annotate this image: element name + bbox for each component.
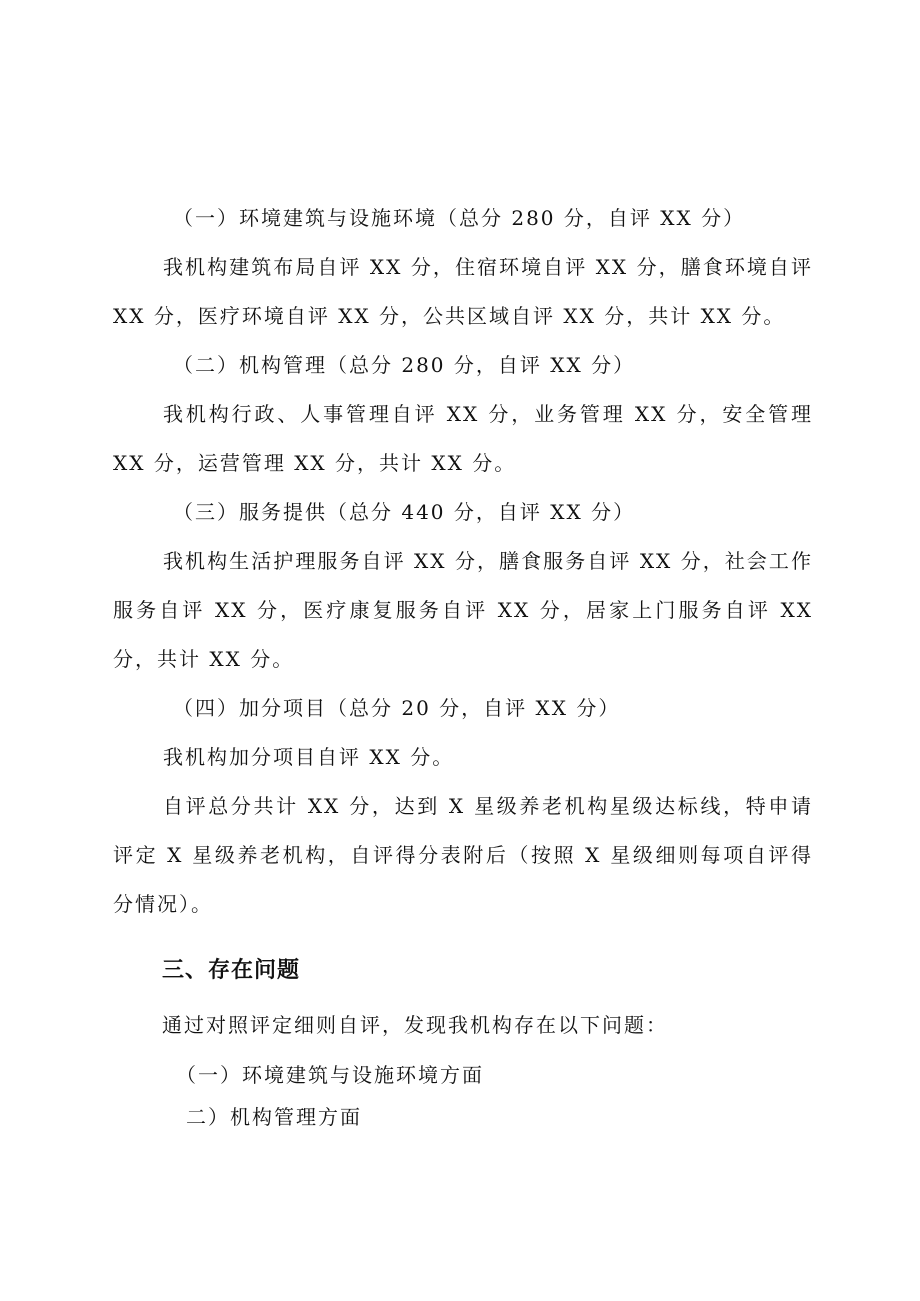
section-1-body: 我机构建筑布局自评 XX 分，住宿环境自评 XX 分，膳食环境自评 XX 分，医疗环境自评 XX 分，公共区域自评 XX 分，共计 XX 分。 [113, 255, 813, 328]
section-2-body: 我机构行政、人事管理自评 XX 分，业务管理 XX 分，安全管理 XX 分，运营管理 XX 分，共计 XX 分。 [113, 402, 813, 475]
summary-paragraph: 自评总分共计 XX 分，达到 X 星级养老机构星级达标线，特申请评定 X 星级养老机构，自评得分表附后（按照 X 星级细则每项自评得分情况）。 [113, 794, 813, 916]
section-2-heading: （二）机构管理（总分 280 分，自评 XX 分） [173, 353, 636, 377]
section-1-heading: （一）环境建筑与设施环境（总分 280 分，自评 XX 分） [173, 206, 746, 230]
problem-item-1: （一）环境建筑与设施环境方面 [176, 1063, 484, 1087]
problem-item-2: 二）机构管理方面 [186, 1105, 362, 1129]
problems-heading: 三、存在问题 [162, 958, 301, 983]
section-3-heading: （三）服务提供（总分 440 分，自评 XX 分） [173, 500, 636, 524]
problems-intro: 通过对照评定细则自评，发现我机构存在以下问题： [162, 1013, 668, 1037]
section-4-heading: （四）加分项目（总分 20 分，自评 XX 分） [173, 696, 621, 720]
section-3-body: 我机构生活护理服务自评 XX 分，膳食服务自评 XX 分，社会工作服务自评 XX 分，医疗康复服务自评 XX 分，居家上门服务自评 XX 分，共计 XX 分。 [113, 549, 813, 671]
section-4-body: 我机构加分项目自评 XX 分。 [163, 745, 455, 769]
